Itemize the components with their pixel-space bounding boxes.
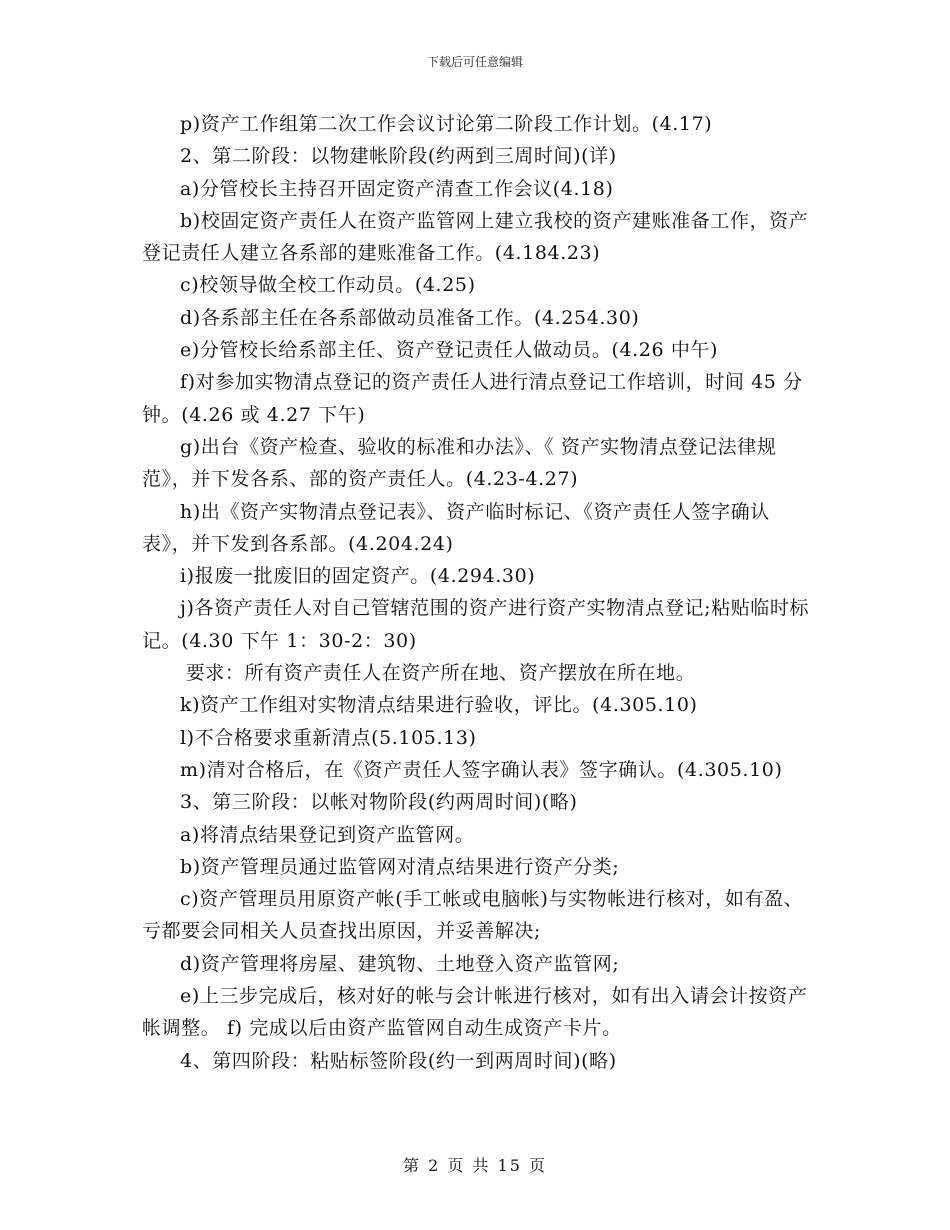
paragraph: f)对参加实物清点登记的资产责任人进行清点登记工作培训，时间 45 分钟。(4.26 或 4.27 下午) (142, 371, 803, 426)
paragraph: c)校领导做全校工作动员。(4.25) (180, 274, 476, 297)
paragraph: h)出《资产实物清点登记表》、资产临时标记、《资产责任人签字确认表》，并下发到各系部。(4.204.24) (142, 500, 770, 555)
paragraph: p)资产工作组第二次工作会议讨论第二阶段工作计划。(4.17) (180, 113, 713, 135)
document-body (142, 108, 810, 1077)
paragraph: d)各系部主任在各系部做动员准备工作。(4.254.30) (180, 306, 640, 329)
paragraph: j)各资产责任人对自己管辖范围的资产进行资产实物清点登记;粘贴临时标记。(4.30 下午 1：30-2：30) (142, 597, 810, 652)
page-footer: 第 2 页 共 15 页 (403, 1156, 547, 1175)
paragraph: e)分管校长给系部主任、资产登记责任人做动员。(4.26 中午) (180, 339, 719, 362)
section-heading: 3、第三阶段：以帐对物阶段(约两周时间)(略) (180, 791, 578, 814)
paragraph: l)不合格要求重新清点(5.105.13) (180, 726, 477, 749)
requirement-note: 要求：所有资产责任人在资产所在地、资产摆放在所在地。 (185, 662, 696, 685)
paragraph: a)分管校长主持召开固定资产清查工作会议(4.18) (180, 177, 614, 200)
paragraph: m)清对合格后，在《资产责任人签字确认表》签字确认。(4.305.10) (180, 758, 783, 781)
paragraph: i)报废一批废旧的固定资产。(4.294.30) (180, 565, 536, 588)
paragraph: b)校固定资产责任人在资产监管网上建立我校的资产建账准备工作，资产登记责任人建立各系部的建账准备工作。(4.184.23) (142, 209, 809, 265)
paragraph: d)资产管理将房屋、建筑物、土地登入资产监管网; (180, 952, 620, 975)
paragraph: e)上三步完成后，核对好的帐与会计帐进行核对，如有出入请会计按资产帐调整。 f) 完成以后由资产监管网自动生成资产卡片。 (142, 985, 808, 1040)
paragraph: g)出台《资产检查、验收的标准和办法》、《 资产实物清点登记法律规范》，并下发各系、部的资产责任人。(4.23-4.27) (142, 435, 777, 491)
section-heading: 4、第四阶段：粘贴标签阶段(约一到两周时间)(略) (180, 1049, 617, 1072)
paragraph: c)资产管理员用原资产帐(手工帐或电脑帐)与实物帐进行核对，如有盈、亏都要会同相关人员查找出原因，并妥善解决; (142, 888, 804, 943)
page-header: 下载后可任意编辑 (426, 55, 523, 69)
paragraph: b)资产管理员通过监管网对清点结果进行资产分类; (180, 855, 620, 878)
section-heading: 2、第二阶段：以物建帐阶段(约两到三周时间)(详) (180, 145, 617, 168)
paragraph: a)将清点结果登记到资产监管网。 (180, 823, 475, 846)
paragraph: k)资产工作组对实物清点结果进行验收，评比。(4.305.10) (180, 694, 698, 717)
